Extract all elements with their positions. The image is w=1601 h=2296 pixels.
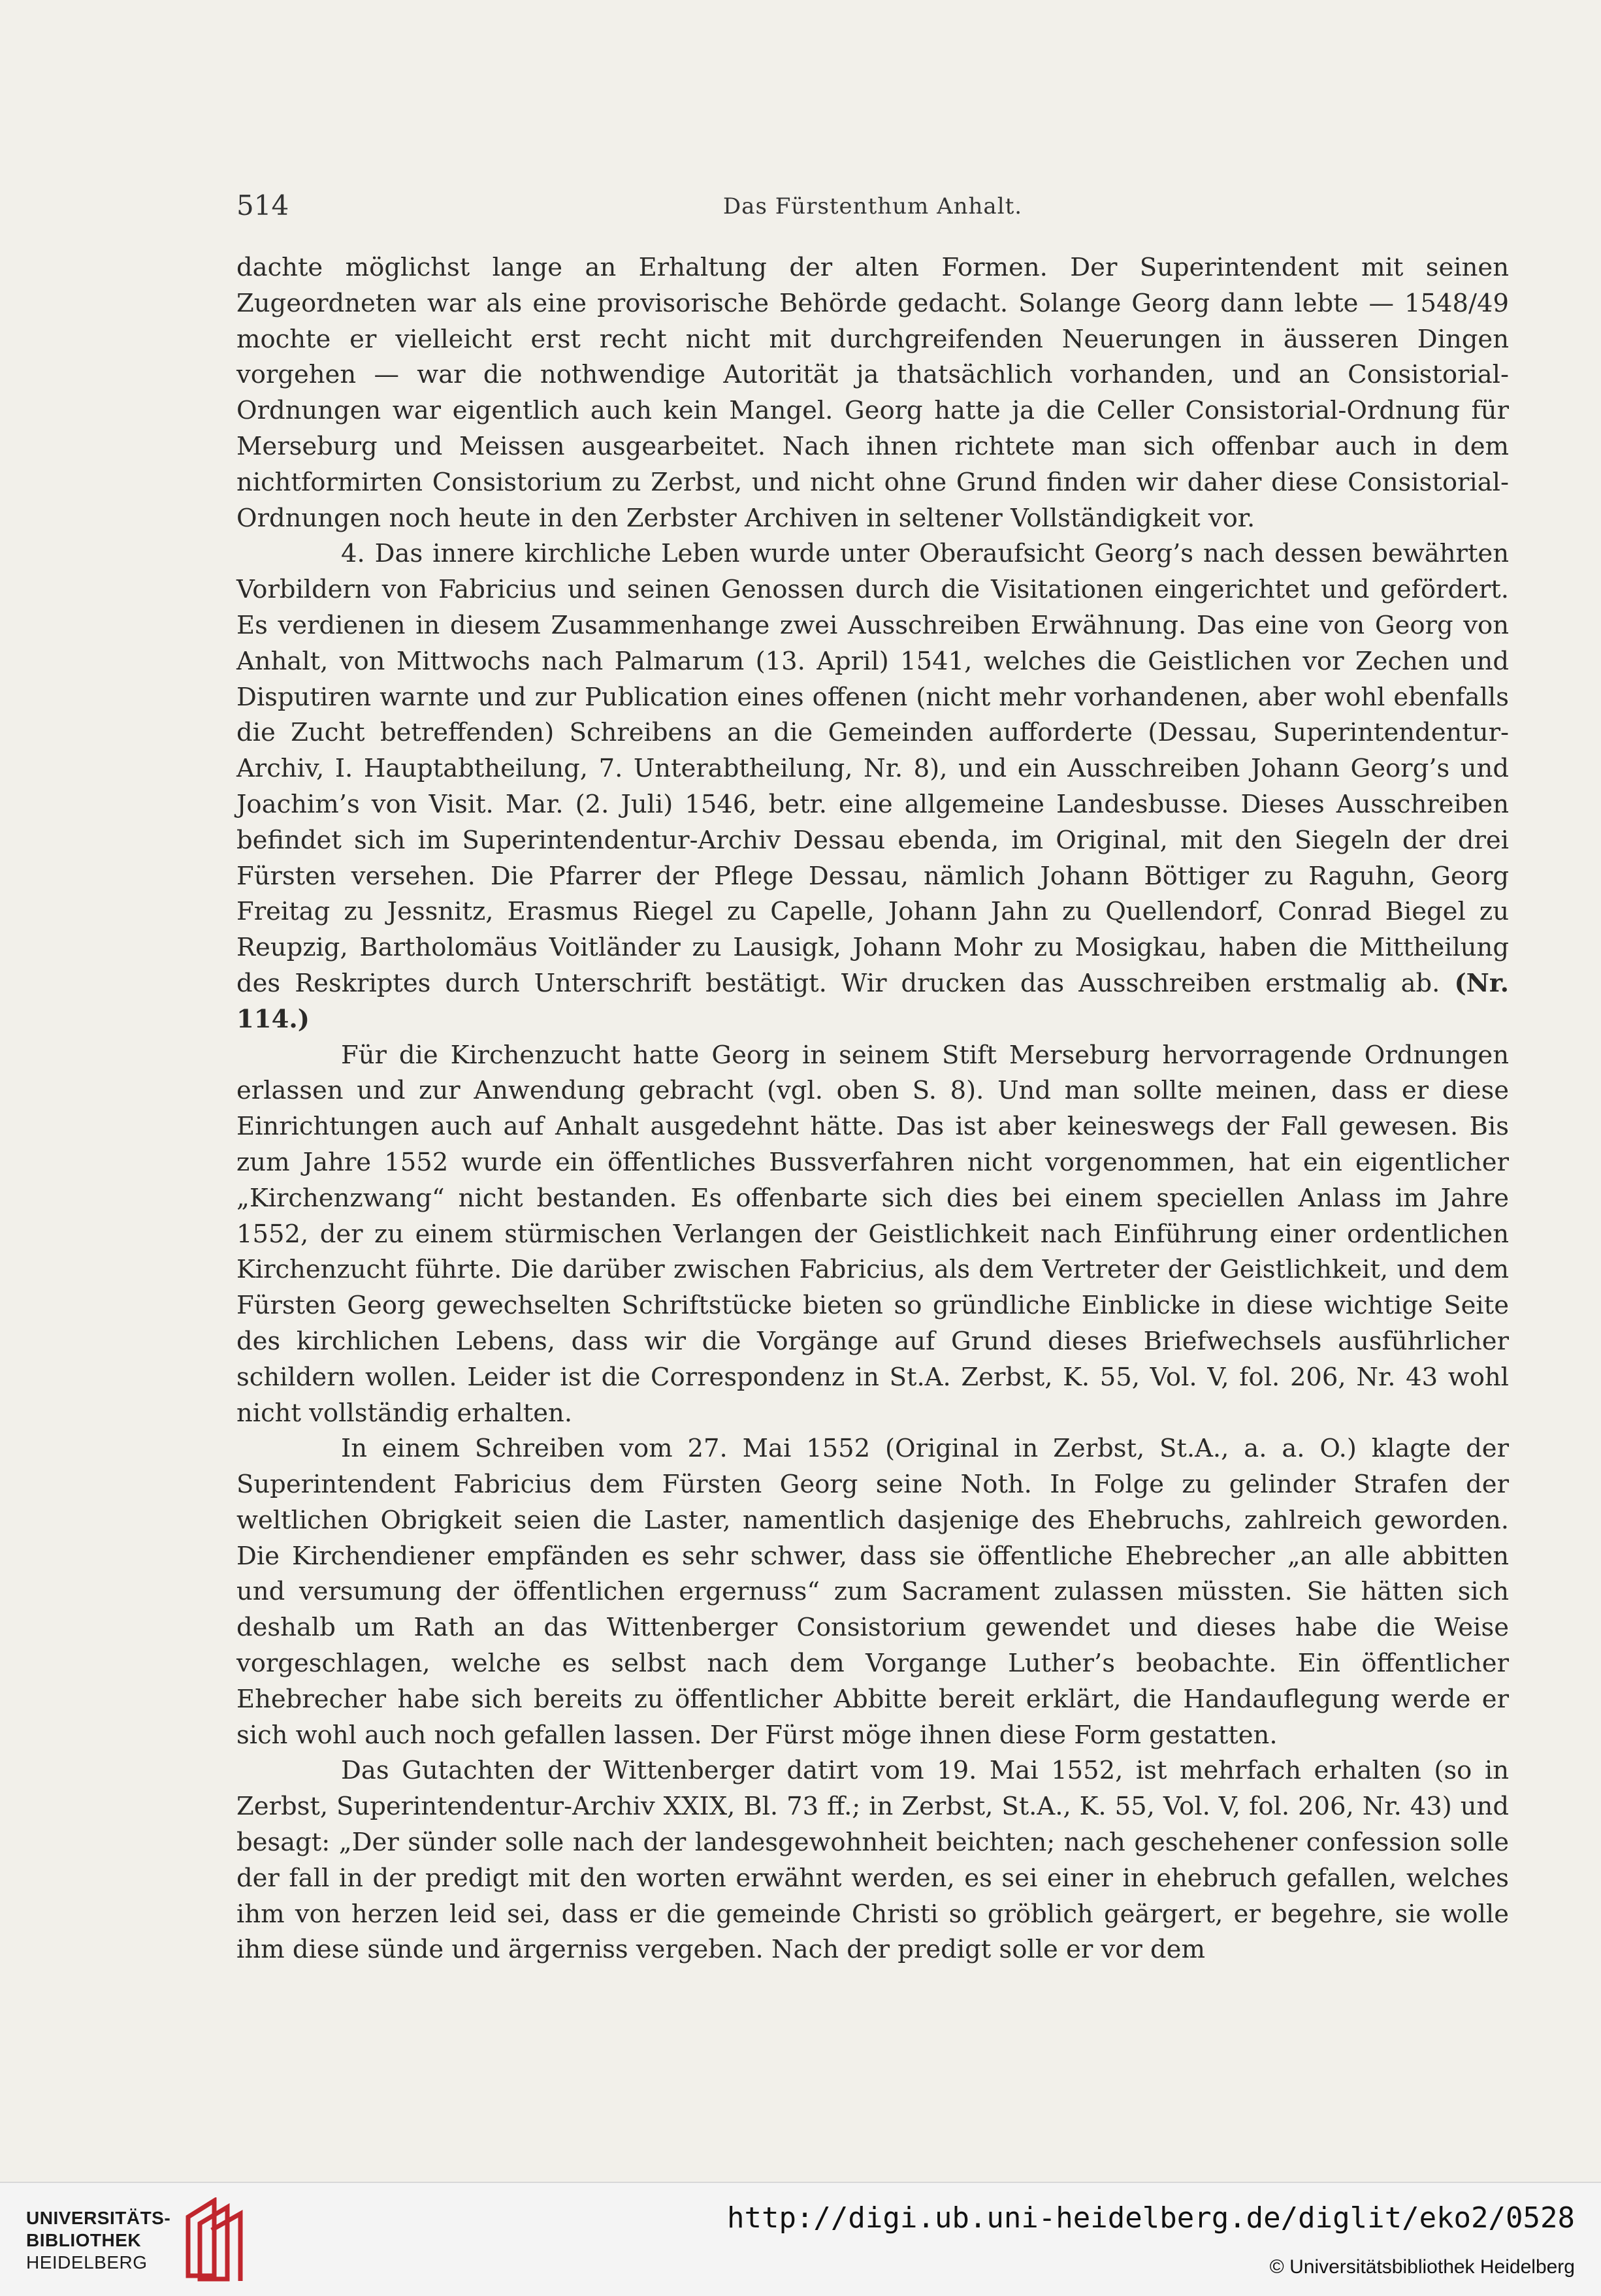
paragraph-4: In einem Schreiben vom 27. Mai 1552 (Original in Zerbst, St.A., a. a. O.) klagte der Superintendent Fabricius dem Fürsten Georg seine Noth. In Folge zu gelinder Strafen der weltlichen Obrigkeit seien die Laster, namentlich dasjenige des Ehebruchs, zahlreich geworden. Die Kirchendiener empfänden es sehr schwer, dass sie öffentliche Ehebrecher „an alle abbitten und versumung der öffentlichen ergernuss“ zum Sacrament zulassen müssten. Sie hätten sich deshalb um Rath an das Wittenberger Consistorium gewendet und dieses habe die Weise vorgeschlagen, welche es selbst nach dem Vorgange Luther’s beobachte. Ein öffentlicher Ehebrecher habe sich bereits zu öffentlicher Abbitte bereit erklärt, die Handauflegung werde er sich wohl auch noch gefallen lassen. Der Fürst möge ihnen diese Form gestatten.	[236, 1434, 1509, 1750]
copyright-notice: © Universitätsbibliothek Heidelberg	[1269, 2256, 1575, 2278]
document-reference: (Nr. 114.)	[236, 968, 1509, 1034]
logo-line-3: HEIDELBERG	[26, 2252, 148, 2272]
paragraph-2	[236, 536, 1509, 1037]
paragraph-3: Für die Kirchenzucht hatte Georg in seinem Stift Merseburg hervorragende Ordnungen erlassen und zur Anwendung gebracht (vgl. oben S. 8). Und man sollte meinen, dass er diese Einrichtungen auch auf Anhalt ausgedehnt hätte. Das ist aber keineswegs der Fall gewesen. Bis zum Jahre 1552 wurde ein öffentliches Bussverfahren nicht vorgenommen, hat ein eigentlicher „Kirchenzwang“ nicht bestanden. Es offenbarte sich dies bei einem speciellen Anlass im Jahre 1552, der zu einem stürmischen Verlangen der Geistlichkeit nach Einführung einer ordentlichen Kirchenzucht führte. Die darüber zwischen Fabricius, als dem Vertreter der Geistlichkeit, und dem Fürsten Georg gewechselten Schriftstücke bieten so gründliche Einblicke in diese wichtige Seite des kirchlichen Lebens, dass wir die Vorgänge auf Grund dieses Briefwechsels ausführlicher schildern wollen. Leider ist die Correspondenz in St.A. Zerbst, K. 55, Vol. V, fol. 206, Nr. 43 wohl nicht vollständig erhalten.	[236, 1040, 1509, 1428]
paragraph-2-text: 4. Das innere kirchliche Leben wurde unter Oberaufsicht Georg’s nach dessen bewährten Vorbildern von Fabricius und seinen Genossen durch die Visitationen eingerichtet und gefördert. Es verdienen in diesem Zusammenhange zwei Ausschreiben Erwähnung. Das eine von Georg von Anhalt, von Mittwochs nach Palmarum (13. April) 1541, welches die Geistlichen vor Zechen und Disputiren warnte und zur Publication eines offenen (nicht mehr vorhandenen, aber wohl ebenfalls die Zucht betreffenden) Schreibens an die Gemeinden aufforderte (Dessau, Superintendentur-Archiv, I. Hauptabtheilung, 7. Unterabtheilung, Nr. 8), und ein Ausschreiben Johann Georg’s und Joachim’s von Visit. Mar. (2. Juli) 1546, betr. eine allgemeine Landesbusse. Dieses Ausschreiben befindet sich im Superintendentur-Archiv Dessau ebenda, im Original, mit den Siegeln der drei Fürsten versehen. Die Pfarrer der Pflege Dessau, nämlich Johann Böttiger zu Raguhn, Georg Freitag zu Jessnitz, Erasmus Riegel zu Capelle, Johann Jahn zu Quellendorf, Conrad Biegel zu Reupzig, Bartholomäus Voitländer zu Lausigk, Johann Mohr zu Mosigkau, haben die Mittheilung des Reskriptes durch Unterschrift bestätigt. Wir drucken das Ausschreiben erstmalig ab.	[236, 539, 1509, 998]
logo-line-1: UNIVERSITÄTS-	[26, 2208, 171, 2228]
library-logo-icon	[175, 2197, 247, 2282]
footer-bar	[0, 2182, 1601, 2296]
permalink-url[interactable]: http://digi.ub.uni-heidelberg.de/diglit/eko2/0528	[726, 2201, 1575, 2235]
running-head	[236, 189, 1509, 229]
logo-line-2: BIBLIOTHEK	[26, 2230, 142, 2250]
page-number: 514	[236, 189, 289, 221]
library-logo[interactable]	[26, 2197, 242, 2282]
running-title: Das Fürstenthum Anhalt.	[722, 193, 1023, 219]
paragraph-5: Das Gutachten der Wittenberger datirt vom 19. Mai 1552, ist mehrfach erhalten (so in Zerbst, Superintendentur-Archiv XXIX, Bl. 73 ff.; in Zerbst, St.A., K. 55, Vol. V, fol. 206, Nr. 43) und besagt: „Der sünder solle nach der landesgewohnheit beichten; nach geschehener confession solle der fall in der predigt mit den worten erwähnt werden, es sei einer in ehebruch gefallen, welches ihm von herzen leid sei, dass er die gemeinde Christi so gröblich geärgert, er begehre, sie wolle ihm diese sünde und ärgerniss vergeben. Nach der predigt solle er vor dem	[236, 1756, 1509, 1965]
body-text	[236, 250, 1509, 1968]
paragraph-1: dachte möglichst lange an Erhaltung der alten Formen. Der Superintendent mit seinen Zugeordneten war als eine provisorische Behörde gedacht. Solange Georg dann lebte — 1548/49 mochte er vielleicht erst recht nicht mit durchgreifenden Neuerungen in äusseren Dingen vorgehen — war die nothwendige Autorität ja thatsächlich vorhanden, und an Consistorial-Ordnungen war eigentlich auch kein Mangel. Georg hatte ja die Celler Consistorial-Ordnung für Merseburg und Meissen ausgearbeitet. Nach ihnen richtete man sich offenbar auch in dem nichtformirten Consistorium zu Zerbst, und nicht ohne Grund finden wir daher diese Consistorial-Ordnungen noch heute in den Zerbster Archiven in seltener Vollständigkeit vor.	[236, 253, 1509, 533]
